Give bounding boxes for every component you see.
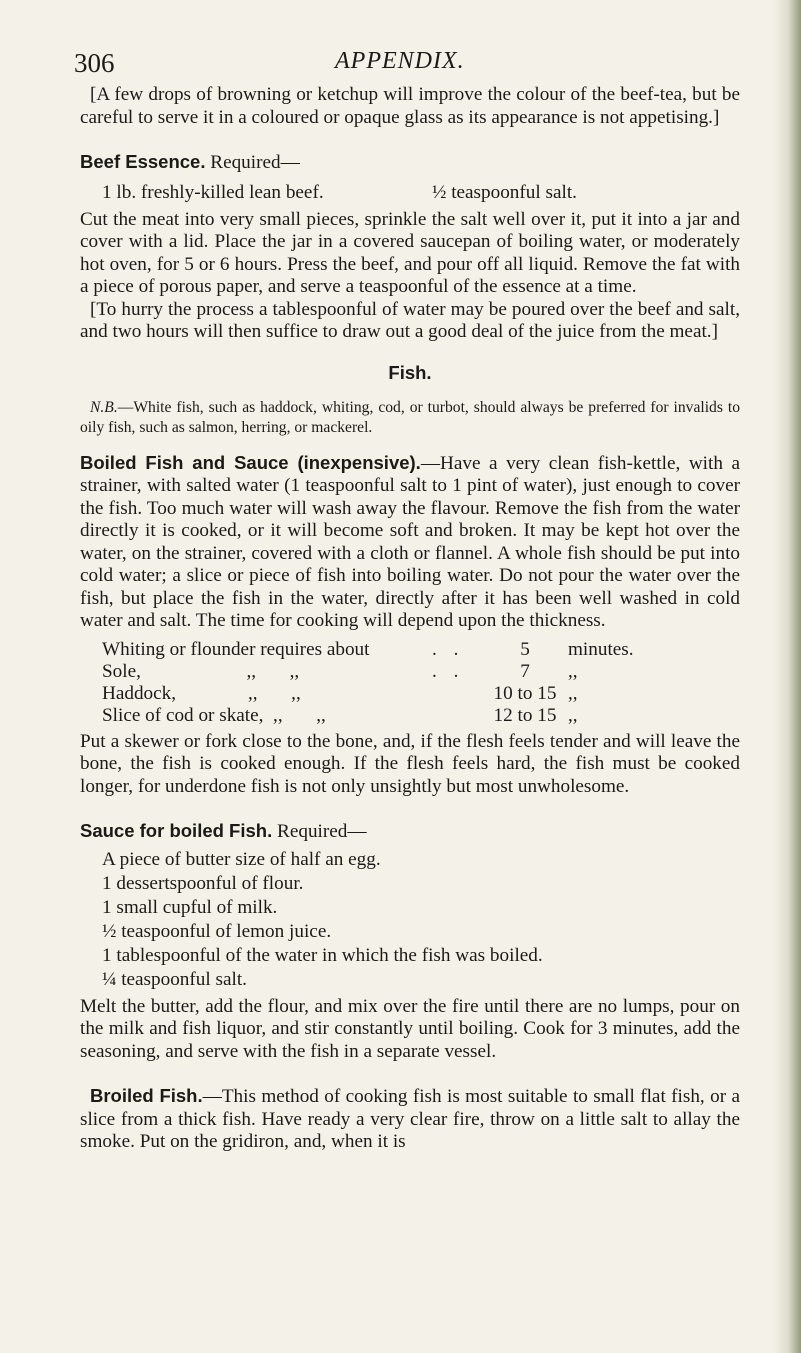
running-title: APPENDIX. (335, 48, 465, 74)
time-unit: ,, (568, 682, 578, 704)
leader-dots: . . (432, 660, 465, 682)
cook-time: 10 to 15 (493, 682, 557, 704)
beef-essence-title: Beef Essence. (80, 151, 206, 172)
time-unit: minutes. (568, 638, 634, 660)
page-header (74, 46, 740, 84)
sauce-heading (80, 820, 740, 844)
page-number: 306 (74, 48, 115, 78)
cook-time: 7 (520, 660, 530, 682)
fish-doneness-paragraph: Put a skewer or fork close to the bone, and, if the flesh feels tender and will leave the bone, the fish is cooked enough. If the flesh feels hard, the fish must be cooked longer, for underdone fish is not only unsightly but most unwholesome. (80, 730, 740, 797)
ingredient-item: ½ teaspoonful of lemon juice. (102, 920, 332, 942)
time-unit: ,, (568, 660, 578, 682)
cook-time: 12 to 15 (493, 704, 557, 726)
table-row (102, 639, 634, 661)
table-row (102, 661, 634, 683)
ingredient-item: 1 tablespoonful of the water in which the fish was boiled. (102, 944, 543, 966)
boiled-fish-paragraph (80, 452, 740, 633)
beef-essence-tip: [To hurry the process a tablespoonful of water may be poured over the beef and salt, and two hours will then suffice to draw out a good deal of the juice from the meat.] (80, 298, 740, 342)
fish-name: Slice of cod or skate, ,, ,, (102, 704, 326, 726)
sauce-title: Sauce for boiled Fish. (80, 820, 273, 841)
leader-dots: . . (432, 638, 465, 660)
beef-essence-heading (80, 151, 740, 175)
book-page (74, 46, 740, 1154)
beef-tea-note: [A few drops of browning or ketchup will improve the colour of the beef-tea, but be careful to serve it in a coloured or opaque glass as its appearance is not appetising.] (80, 84, 740, 128)
ingredient-item: 1 lb. freshly-killed lean beef. (102, 181, 324, 203)
sauce-ingredients (80, 848, 740, 992)
table-row (102, 705, 634, 727)
leader-dots (432, 683, 482, 705)
fish-note (80, 398, 740, 438)
broiled-fish-paragraph (80, 1085, 740, 1154)
ingredient-item: ¼ teaspoonful salt. (102, 968, 247, 990)
ingredient-item: A piece of butter size of half an egg. (102, 848, 381, 870)
boiled-fish-text: —Have a very clean fish-kettle, with a strainer, with salted water (1 teaspoonful salt to 1 pint of water), just enough to cover the fish. Too much water will wash away the flavour. Remove the fish from the water directly it is cooked, or it will become soft and broken. It may be kept hot over the water, on the strainer, covered with a cloth or flannel. A whole fish should be put into cold water; a slice or piece of fish into boiling water. Do not pour the water over the fish, but place the fish in the water, directly after it has been well washed in cold water and salt. The time for cooking will depend upon the thickness. (80, 452, 740, 631)
beef-essence-method: Cut the meat into very small pieces, sprinkle the salt well over it, put it into a jar and cover with a lid. Place the jar in a covered saucepan of boiling water, or moderately hot oven, for 5 or 6 hours. Press the beef, and pour off all liquid. Remove the fat with a piece of porous paper, and serve a teaspoonful of the essence at a time. (80, 208, 740, 297)
cook-time: 5 (520, 638, 530, 660)
broiled-fish-text: —This method of cooking fish is most suitable to small flat fish, or a slice from a thick fish. Have ready a very clear fire, throw on a little salt to allay the smoke. Put on the gridiron, and, when it is (80, 1086, 740, 1152)
fish-section-heading: Fish. (388, 361, 432, 383)
fish-name: Haddock, ,, ,, (102, 682, 301, 704)
boiled-fish-title: Boiled Fish and Sauce (inexpensive). (80, 451, 421, 473)
ingredient-item: ½ teaspoonful salt. (432, 181, 577, 203)
broiled-fish-title: Broiled Fish. (90, 1085, 203, 1106)
beef-essence-required: Required— (210, 152, 300, 173)
page-edge-shadow (773, 0, 801, 1353)
ingredient-item: 1 small cupful of milk. (102, 896, 278, 918)
time-unit: ,, (568, 704, 578, 726)
table-row (102, 683, 634, 705)
sauce-required: Required— (277, 821, 367, 842)
leader-dots (432, 705, 482, 727)
note-text: —White fish, such as haddock, whiting, cod, or turbot, should always be preferred for invalids to oily fish, such as salmon, herring, or mackerel. (80, 398, 740, 436)
ingredient-item: 1 dessertspoonful of flour. (102, 872, 304, 894)
fish-name: Whiting or flounder requires about (102, 638, 370, 660)
note-abbreviation: N.B. (90, 398, 118, 416)
beef-essence-ingredients (80, 181, 740, 205)
sauce-method: Melt the butter, add the flour, and mix over the fire until there are no lumps, pour on the milk and fish liquor, and stir constantly until boiling. Cook for 3 minutes, add the seasoning, and serve with the fish in a separate vessel. (80, 995, 740, 1062)
cooking-times-table (102, 639, 634, 727)
fish-name: Sole, ,, ,, (102, 660, 300, 682)
